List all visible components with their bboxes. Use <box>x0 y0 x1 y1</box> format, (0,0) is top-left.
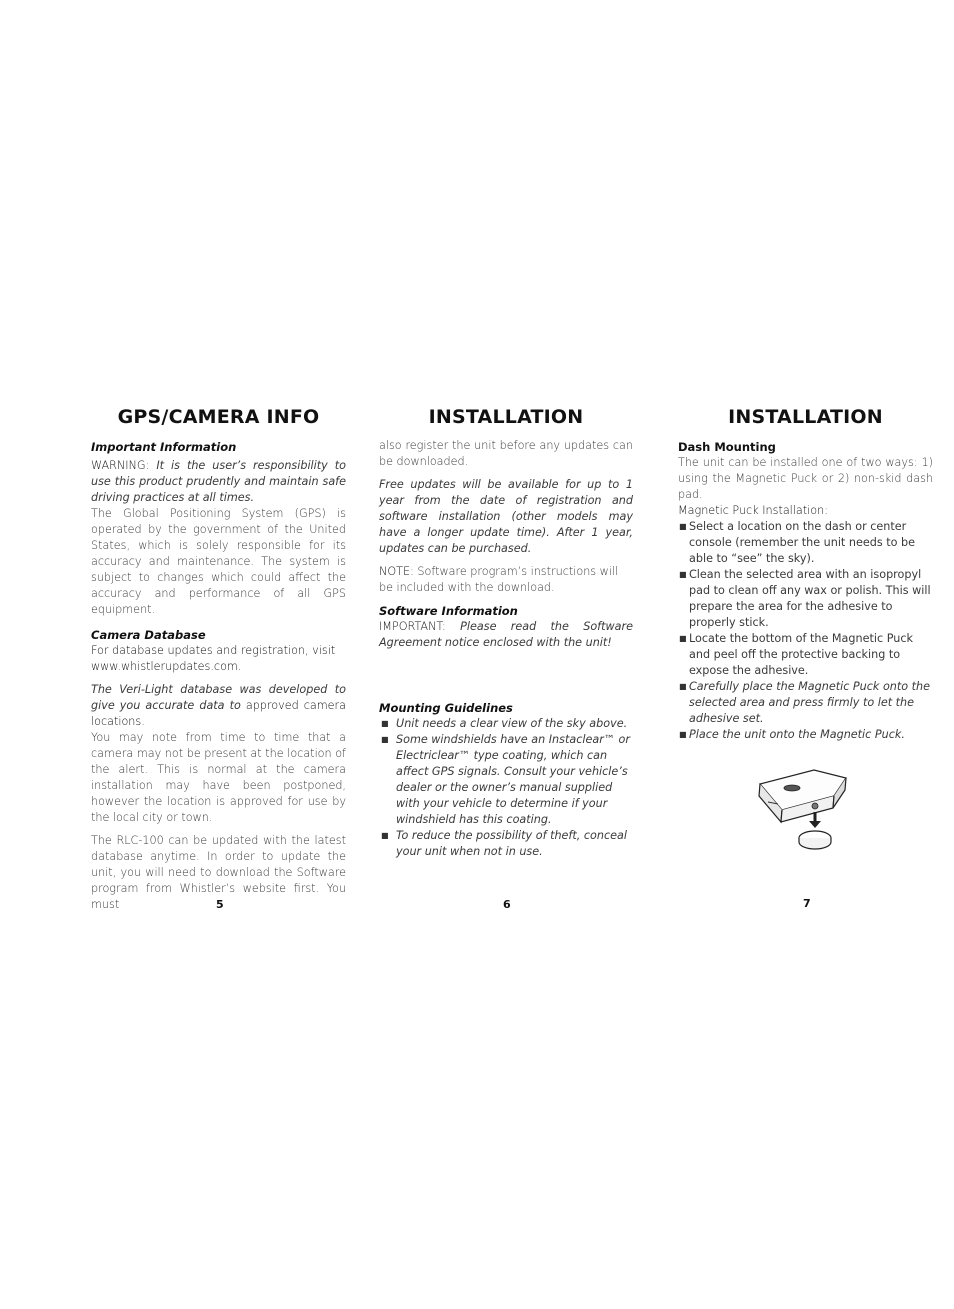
warning-label: WARNING: <box>91 459 150 472</box>
dash-mounting-paragraph: The unit can be installed one of two ways: 1) using the Magnetic Puck or 2) non-skid dash pad. <box>678 456 933 501</box>
list-item: ■ Carefully place the Magnetic Puck onto the selected area and press firmly to let the adhesive set. <box>679 680 931 725</box>
page-number-7: 7 <box>803 897 811 910</box>
page-title: INSTALLATION <box>428 406 584 428</box>
page-title: INSTALLATION <box>728 406 883 428</box>
camera-intro-paragraph: For database updates and registration, visit www.whistlerupdates.com. <box>91 644 336 673</box>
page-number-5: 5 <box>216 898 224 911</box>
list-item: ■ Locate the bottom of the Magnetic Puck and peel off the protective backing to expose the adhesive. <box>679 632 913 677</box>
verilight-text: The Veri-Light database was developed to give you accurate data to <box>91 683 346 712</box>
gps-paragraph: The Global Positioning System (GPS) is operated by the government of the United States, which is solely responsible for its accuracy and maintenance. The system is subject to changes which could affect the accuracy and performance of all GPS equipment. <box>91 507 346 616</box>
free-updates-paragraph: Free updates will be available for up to 1 year from the date of registration and software installation (other models may have a longer update time). After 1 year, updates can be purchased. <box>379 478 633 555</box>
verilight-paragraph <box>91 682 346 730</box>
page-6-column <box>379 405 633 860</box>
guidelines-list <box>379 716 633 860</box>
register-paragraph: also register the unit before any updates can be downloaded. <box>379 439 633 468</box>
device-on-magnetic-puck-illustration-icon <box>754 766 864 852</box>
important-information-heading: Important Information <box>91 440 237 454</box>
list-item: ■ Select a location on the dash or center console (remember the unit needs to be able to “see” the sky). <box>679 520 915 565</box>
list-item: ■ Clean the selected area with an isopropyl pad to clean off any wax or polish. This will prepare the area for the adhesive to properly stick. <box>679 568 931 629</box>
puck-installation-label: Magnetic Puck Installation: <box>678 504 828 517</box>
page-5-column <box>91 405 346 913</box>
dash-mounting-heading: Dash Mounting <box>678 440 776 454</box>
warning-text: It is the user’s responsibility to use this product prudently and maintain safe driving practices at all times. <box>91 459 346 504</box>
note-text: Software program’s instructions will be included with the download. <box>379 565 619 594</box>
important-label: IMPORTANT: <box>379 620 446 633</box>
list-item: ■ To reduce the possibility of theft, conceal your unit when not in use. <box>381 829 627 858</box>
camera-note-paragraph: You may note from time to time that a camera may not be present at the location of the alert. This is normal at the camera installation may have been postponed, however the location is approved for use by the local city or town. <box>91 731 346 824</box>
software-information-heading: Software Information <box>379 604 518 618</box>
page-title: GPS/CAMERA INFO <box>117 406 320 428</box>
important-paragraph <box>379 619 633 651</box>
list-item: ■ Place the unit onto the Magnetic Puck. <box>679 728 905 741</box>
rlc-paragraph: The RLC-100 can be updated with the latest database anytime. In order to update the unit, you will need to download the Software program from Whistler’s website first. You must <box>91 834 346 911</box>
puck-steps-list <box>678 519 933 743</box>
note-paragraph <box>379 564 633 596</box>
verilight-emphasis: approved camera locations. <box>91 699 346 728</box>
list-item: ■ Unit needs a clear view of the sky above. <box>381 717 628 730</box>
warning-paragraph <box>91 458 346 506</box>
note-label: NOTE: <box>379 565 414 578</box>
page-7-column <box>678 405 933 743</box>
list-item: ■ Some windshields have an Instaclear™ or Electriclear™ type coating, which can affect GPS signals. Consult your vehicle’s dealer or the owner’s manual supplied with your vehicle to determine if your windshield has this coating. <box>381 733 630 826</box>
camera-database-heading: Camera Database <box>91 628 206 642</box>
mounting-guidelines-heading: Mounting Guidelines <box>379 701 513 715</box>
important-text: Please read the Software Agreement notice enclosed with the unit! <box>379 620 633 649</box>
page-number-6: 6 <box>503 898 511 911</box>
